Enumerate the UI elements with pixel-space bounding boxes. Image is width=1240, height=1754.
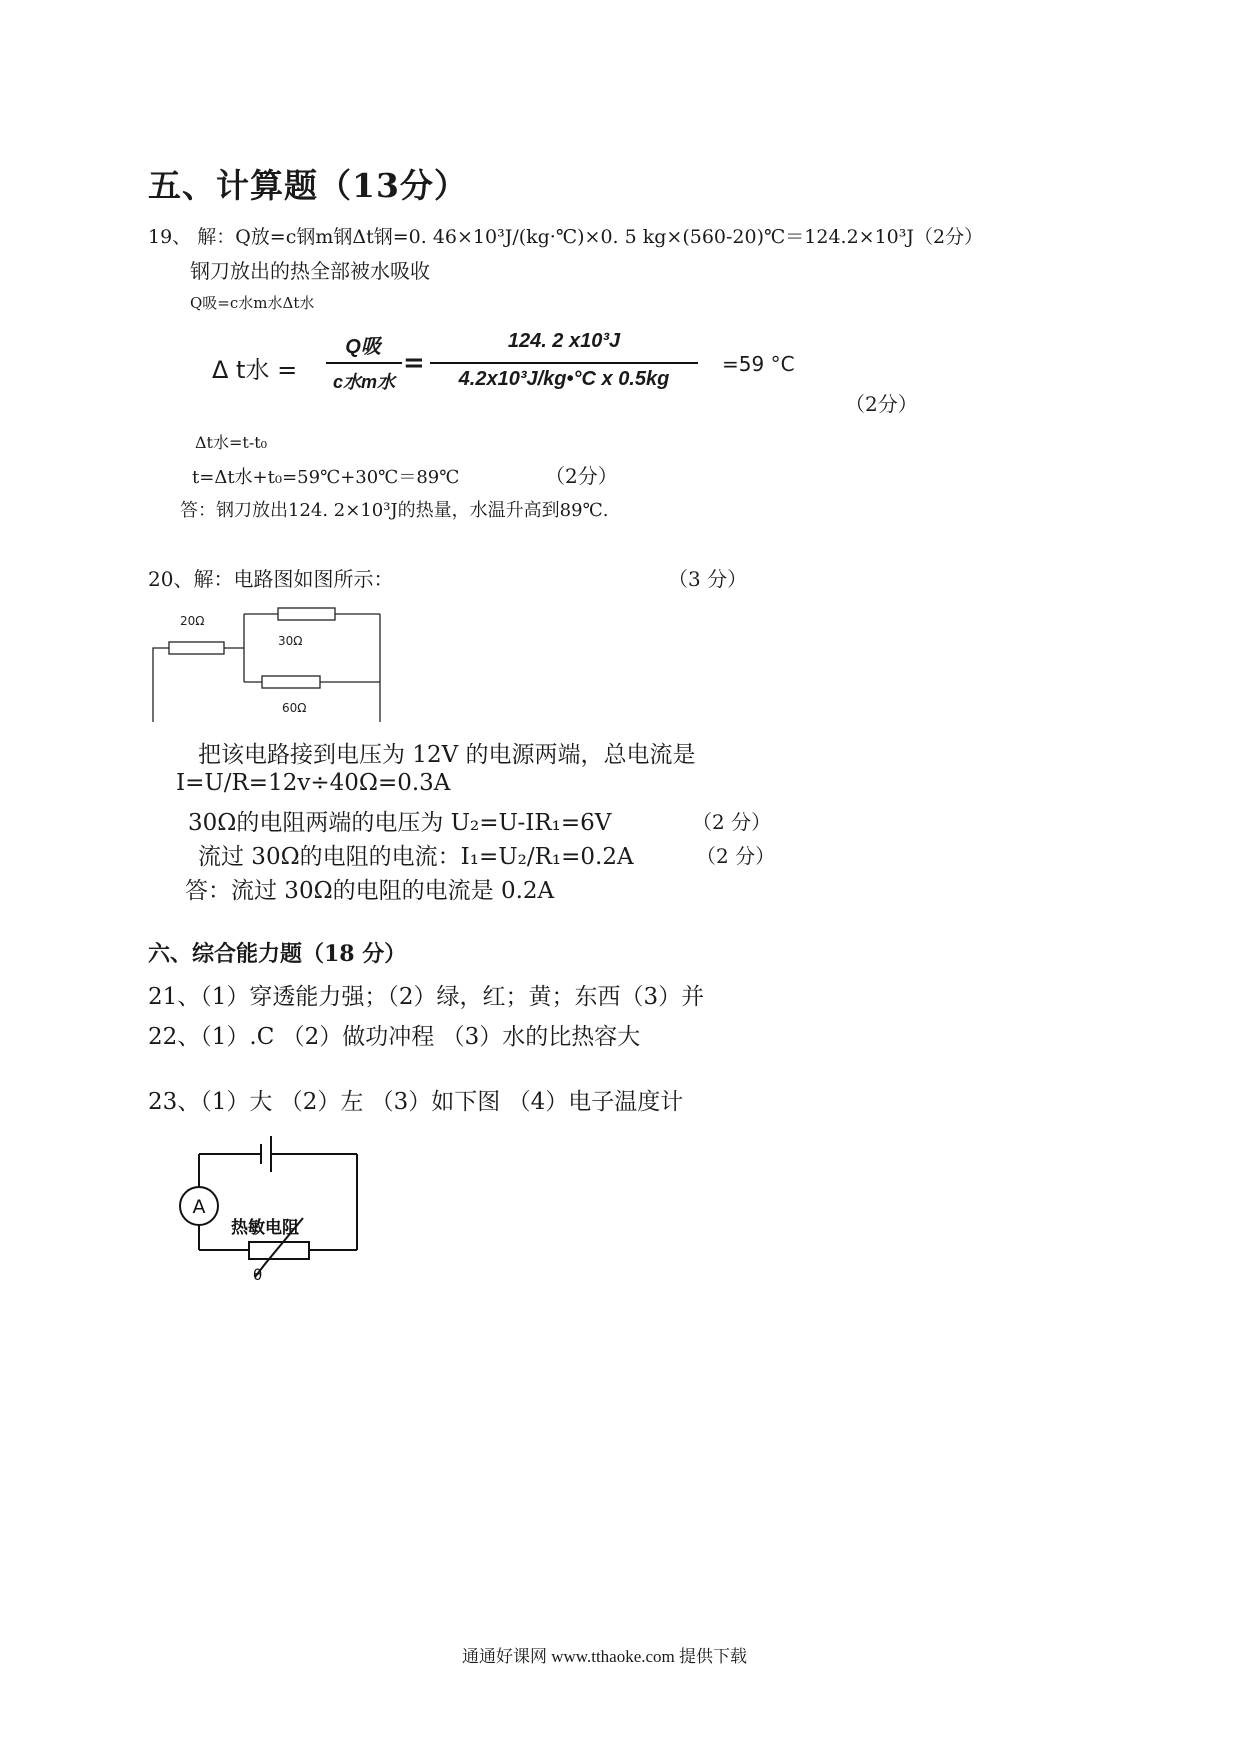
q22-answer: 22、（1）.C （2）做功冲程 （3）水的比热容大	[148, 1024, 641, 1050]
label-30-ohm: 30Ω	[278, 634, 303, 648]
label-60-ohm: 60Ω	[282, 701, 307, 715]
q19-final-temp-score: （2分）	[545, 464, 618, 488]
q19-answer: 答：钢刀放出124. 2×10³J的热量，水温升高到89℃.	[180, 500, 609, 521]
q20-circuit-diagram	[140, 600, 400, 725]
formula-denominator-value: 4.2x10³J/kg•°C x 0.5kg	[458, 368, 670, 390]
section-title-comprehensive: 六、综合能力题（18 分）	[148, 941, 407, 967]
fraction-bar-1	[326, 362, 402, 364]
q19-statement-line: 钢刀放出的热全部被水吸收	[190, 259, 430, 283]
thermistor-symbol	[249, 1242, 309, 1259]
q19-heat-absorbed-formula: Q吸=c水m水Δt水	[190, 294, 315, 312]
q20-current-30: 流过 30Ω的电阻的电流：I₁=U₂/R₁=0.2A	[198, 844, 634, 870]
formula-lhs: Δ t水 =	[212, 356, 298, 384]
q20-current-30-score: （2 分）	[696, 844, 776, 868]
resistor-30-ohm	[278, 608, 335, 620]
formula-result: =59 °C	[722, 352, 795, 376]
q20-diagram-score: （3 分）	[668, 567, 748, 591]
q19-final-temp: t=Δt水+t₀=59℃+30℃＝89℃	[192, 467, 460, 488]
q20-line-voltage: 把该电路接到电压为 12V 的电源两端，总电流是	[198, 742, 696, 768]
q23-thermistor-circuit	[165, 1132, 375, 1287]
ammeter-label: A	[192, 1196, 206, 1218]
fraction-bar-2	[430, 362, 698, 364]
q19-temp-change-def: Δt水=t-t₀	[195, 433, 268, 452]
q19-solution-line: 19、 解：Q放=c钢m钢Δt钢=0. 46×10³J/(kg·℃)×0. 5 kg×(560-20)℃＝124.2×10³J（2分）	[148, 226, 984, 248]
resistor-60-ohm	[262, 676, 320, 688]
theta-label: θ	[253, 1266, 263, 1284]
q20-voltage-30: 30Ω的电阻两端的电压为 U₂=U-IR₁=6V	[188, 810, 612, 836]
formula-equals: =	[403, 348, 425, 378]
formula-denominator-cm: c水m水	[332, 372, 395, 392]
formula-numerator-q: Q吸	[345, 336, 381, 358]
formula-numerator-value: 124. 2 x10³J	[507, 330, 621, 352]
q20-answer: 答：流过 30Ω的电阻的电流是 0.2A	[185, 878, 555, 904]
q20-solution-line: 20、解：电路图如图所示：	[148, 567, 394, 591]
resistor-20-ohm	[169, 642, 224, 654]
thermistor-label: 热敏电阻	[231, 1218, 299, 1238]
q20-total-current: I=U/R=12v÷40Ω=0.3A	[176, 770, 451, 796]
q23-answer: 23、（1）大 （2）左 （3）如下图 （4）电子温度计	[148, 1089, 684, 1115]
footer-source: 通通好课网 www.tthaoke.com 提供下载	[462, 1647, 748, 1666]
formula-score: （2分）	[845, 392, 918, 416]
q20-voltage-30-score: （2 分）	[692, 810, 772, 834]
q21-answer: 21、（1）穿透能力强；（2）绿，红；黄；东西（3）并	[148, 984, 705, 1010]
section-title-calculation: 五、计算题（13分）	[148, 166, 468, 205]
label-20-ohm: 20Ω	[180, 614, 205, 628]
